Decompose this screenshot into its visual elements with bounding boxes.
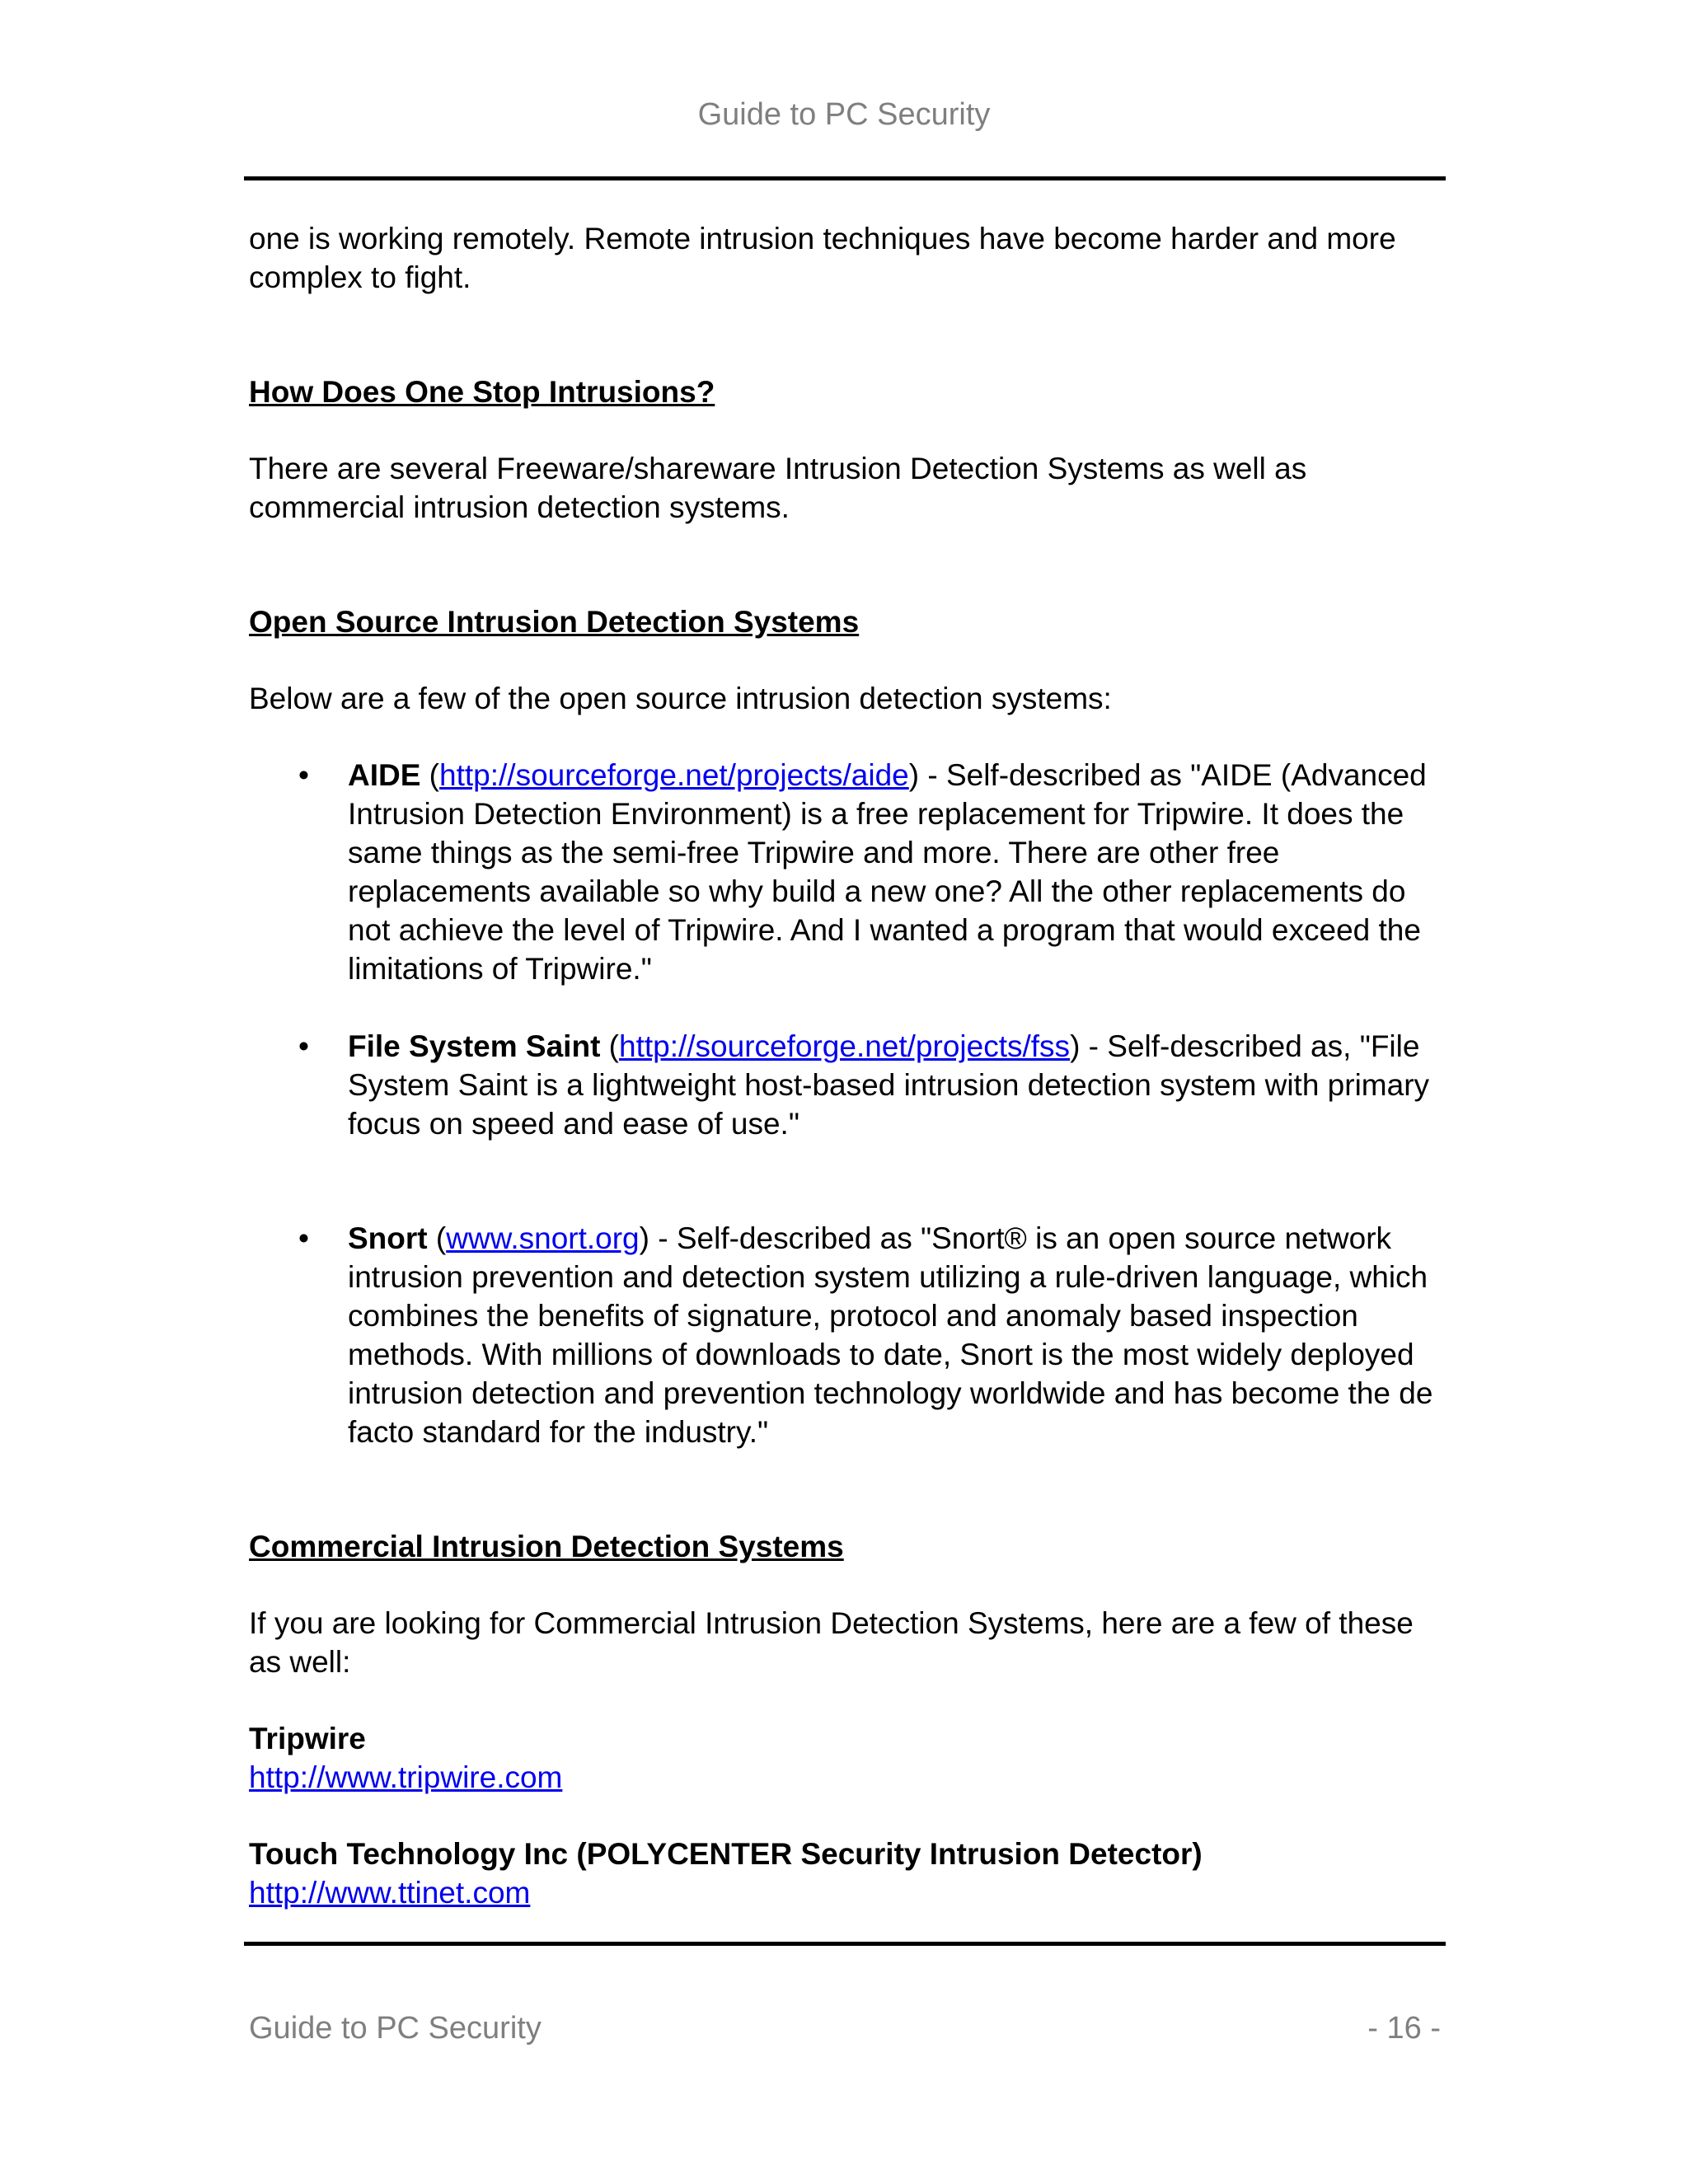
ttinet-link[interactable]: http://www.ttinet.com (249, 1876, 531, 1910)
item-description: ) - Self-described as "AIDE (Advanced Intrusion Detection Environment) is a free replacement for Tripwire. It does the same things as the semi-free Tripwire and more. There are other free replacements available so why build a new one? All the other replacements do not achieve the level of Tripwire. And I wanted a program that would exceed the limitations of Tripwire." (348, 758, 1427, 986)
section-heading-commercial: Commercial Intrusion Detection Systems (249, 1530, 844, 1563)
page-footer (249, 2009, 1446, 2047)
open-source-intro: Below are a few of the open source intrusion detection systems: (249, 682, 1112, 715)
bullet-icon: • (298, 758, 309, 792)
item-name: File System Saint (348, 1029, 601, 1063)
item-paren: ( (600, 1029, 619, 1063)
snort-link[interactable]: www.snort.org (446, 1221, 640, 1255)
aide-link[interactable]: http://sourceforge.net/projects/aide (439, 758, 909, 792)
stop-intrusions-paragraph: There are several Freeware/shareware Intrusion Detection Systems as well as commercial intrusion detection systems. (249, 452, 1307, 524)
page-number: - 16 - (1367, 2011, 1441, 2046)
commercial-intro: If you are looking for Commercial Intrusion Detection Systems, here are a few of these as well: (249, 1606, 1414, 1679)
open-source-list (249, 756, 1446, 1451)
footer-rule (244, 1942, 1446, 1946)
list-item-snort (249, 1219, 1446, 1451)
tripwire-link[interactable]: http://www.tripwire.com (249, 1760, 563, 1794)
page-header: Guide to PC Security (697, 97, 991, 132)
item-paren: ( (427, 1221, 447, 1255)
item-description: ) - Self-described as, "File System Saint is a lightweight host-based intrusion detection system with primary focus on speed and ease of use." (348, 1029, 1430, 1141)
item-name: Snort (348, 1221, 428, 1255)
footer-title: Guide to PC Security (249, 2011, 542, 2046)
header-rule (244, 176, 1446, 180)
section-heading-stop-intrusions: How Does One Stop Intrusions? (249, 375, 715, 409)
vendor-url-touch-technology (249, 1873, 1446, 1912)
page-content (249, 219, 1446, 1912)
item-paren: ( (420, 758, 440, 792)
vendor-name-touch-technology: Touch Technology Inc (POLYCENTER Security Intrusion Detector) (249, 1837, 1203, 1871)
item-description: ) - Self-described as "Snort® is an open source network intrusion prevention and detection system utilizing a rule-driven language, which combines the benefits of signature, protocol and anomaly based inspection methods. With millions of downloads to date, Snort is the most widely deployed intrusion detection and prevention technology worldwide and has become the de facto standard for the industry." (348, 1221, 1433, 1449)
vendor-url-tripwire (249, 1758, 1446, 1797)
bullet-icon: • (298, 1029, 309, 1063)
item-name: AIDE (348, 758, 421, 792)
list-item-aide (249, 756, 1446, 988)
list-item-file-system-saint (249, 1027, 1446, 1143)
intro-paragraph: one is working remotely. Remote intrusion techniques have become harder and more complex to fight. (249, 222, 1396, 294)
section-heading-open-source: Open Source Intrusion Detection Systems (249, 605, 860, 639)
fss-link[interactable]: http://sourceforge.net/projects/fss (619, 1029, 1071, 1063)
vendor-name-tripwire: Tripwire (249, 1722, 366, 1755)
bullet-icon: • (298, 1221, 309, 1255)
